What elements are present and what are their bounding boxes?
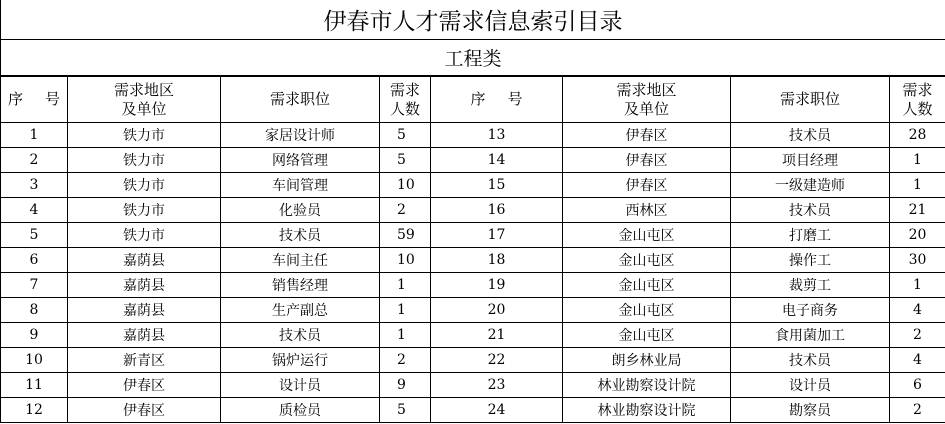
cell-count-left[interactable]: 5 — [380, 148, 431, 173]
cell-position-right[interactable]: 设计员 — [731, 373, 890, 398]
cell-seq-right[interactable]: 21 — [431, 323, 563, 348]
cell-position-left[interactable]: 锅炉运行 — [221, 348, 380, 373]
cell-seq-right[interactable]: 19 — [431, 273, 563, 298]
cell-location-left[interactable]: 铁力市 — [68, 173, 221, 198]
cell-count-right[interactable]: 21 — [890, 198, 945, 223]
cell-count-right[interactable]: 20 — [890, 223, 945, 248]
header-count-line1: 需求 — [389, 80, 420, 99]
header-location-right[interactable] — [563, 77, 731, 123]
table-row — [1, 398, 945, 423]
cell-location-left[interactable]: 铁力市 — [68, 198, 221, 223]
cell-count-left[interactable]: 10 — [380, 173, 431, 198]
cell-position-left[interactable]: 销售经理 — [221, 273, 380, 298]
table-body — [1, 123, 945, 423]
cell-location-left[interactable]: 嘉荫县 — [68, 323, 221, 348]
cell-position-left[interactable]: 生产副总 — [221, 298, 380, 323]
cell-location-right[interactable]: 伊春区 — [563, 173, 731, 198]
cell-location-right[interactable]: 林业勘察设计院 — [563, 398, 731, 423]
cell-seq-right[interactable]: 14 — [431, 148, 563, 173]
cell-count-right[interactable]: 4 — [890, 298, 945, 323]
cell-location-right[interactable]: 金山屯区 — [563, 248, 731, 273]
cell-location-right[interactable]: 金山屯区 — [563, 273, 731, 298]
table-row — [1, 298, 945, 323]
cell-count-right[interactable]: 1 — [890, 148, 945, 173]
cell-count-right[interactable]: 28 — [890, 123, 945, 148]
table-row — [1, 173, 945, 198]
cell-position-right[interactable]: 技术员 — [731, 348, 890, 373]
cell-seq-right[interactable]: 15 — [431, 173, 563, 198]
table-row — [1, 148, 945, 173]
header-location-line2: 及单位 — [623, 99, 669, 118]
cell-location-left[interactable]: 伊春区 — [68, 398, 221, 423]
cell-count-left[interactable]: 9 — [380, 373, 431, 398]
cell-seq-left[interactable]: 9 — [1, 323, 68, 348]
cell-position-left[interactable]: 网络管理 — [221, 148, 380, 173]
cell-seq-right[interactable]: 16 — [431, 198, 563, 223]
cell-location-right[interactable]: 朗乡林业局 — [563, 348, 731, 373]
cell-count-right[interactable]: 2 — [890, 323, 945, 348]
header-seq-char-b: 号 — [507, 90, 523, 108]
header-seq-char-a: 序 — [7, 90, 23, 108]
cell-count-left[interactable]: 1 — [380, 273, 431, 298]
header-seq-left[interactable] — [1, 77, 68, 123]
cell-location-right[interactable]: 伊春区 — [563, 123, 731, 148]
cell-seq-right[interactable]: 20 — [431, 298, 563, 323]
header-location-line1: 需求地区 — [616, 80, 677, 99]
header-count-right[interactable] — [890, 77, 945, 123]
cell-location-left[interactable]: 铁力市 — [68, 223, 221, 248]
table-row — [1, 198, 945, 223]
cell-position-right[interactable]: 技术员 — [731, 123, 890, 148]
cell-count-right[interactable]: 4 — [890, 348, 945, 373]
cell-position-left[interactable]: 设计员 — [221, 373, 380, 398]
header-row — [1, 77, 945, 123]
header-location-line2: 及单位 — [121, 99, 167, 118]
cell-position-right[interactable]: 勘察员 — [731, 398, 890, 423]
table-row — [1, 323, 945, 348]
cell-location-right[interactable]: 林业勘察设计院 — [563, 373, 731, 398]
cell-location-right[interactable]: 伊春区 — [563, 148, 731, 173]
cell-position-left[interactable]: 技术员 — [221, 323, 380, 348]
cell-position-right[interactable]: 食用菌加工 — [731, 323, 890, 348]
cell-seq-left[interactable]: 7 — [1, 273, 68, 298]
cell-position-right[interactable]: 打磨工 — [731, 223, 890, 248]
category-subtitle[interactable]: 工程类 — [0, 40, 945, 76]
header-seq-right[interactable] — [431, 77, 563, 123]
table-row — [1, 248, 945, 273]
cell-seq-right[interactable]: 22 — [431, 348, 563, 373]
header-location-line1: 需求地区 — [113, 80, 174, 99]
cell-seq-left[interactable]: 12 — [1, 398, 68, 423]
cell-location-right[interactable]: 金山屯区 — [563, 223, 731, 248]
cell-seq-right[interactable]: 23 — [431, 373, 563, 398]
cell-seq-left[interactable]: 8 — [1, 298, 68, 323]
cell-seq-left[interactable]: 4 — [1, 198, 68, 223]
cell-seq-right[interactable]: 24 — [431, 398, 563, 423]
cell-position-left[interactable]: 车间主任 — [221, 248, 380, 273]
cell-count-left[interactable]: 5 — [380, 398, 431, 423]
header-seq-char-b: 号 — [45, 90, 61, 108]
cell-location-left[interactable]: 嘉荫县 — [68, 298, 221, 323]
cell-seq-left[interactable]: 3 — [1, 173, 68, 198]
cell-location-left[interactable]: 嘉荫县 — [68, 273, 221, 298]
cell-position-left[interactable]: 车间管理 — [221, 173, 380, 198]
cell-count-left[interactable]: 2 — [380, 348, 431, 373]
cell-location-left[interactable]: 嘉荫县 — [68, 248, 221, 273]
header-position-left[interactable]: 需求职位 — [221, 77, 380, 123]
cell-position-right[interactable]: 项目经理 — [731, 148, 890, 173]
cell-seq-left[interactable]: 6 — [1, 248, 68, 273]
cell-count-right[interactable]: 30 — [890, 248, 945, 273]
table-row — [1, 273, 945, 298]
cell-seq-left[interactable]: 11 — [1, 373, 68, 398]
table-row — [1, 223, 945, 248]
header-count-left[interactable] — [380, 77, 431, 123]
cell-position-right[interactable]: 裁剪工 — [731, 273, 890, 298]
cell-count-right[interactable]: 1 — [890, 273, 945, 298]
header-count-line1: 需求 — [902, 80, 933, 99]
cell-count-right[interactable]: 1 — [890, 173, 945, 198]
table-row — [1, 348, 945, 373]
cell-position-right[interactable]: 技术员 — [731, 198, 890, 223]
cell-count-left[interactable]: 5 — [380, 123, 431, 148]
cell-seq-left[interactable]: 2 — [1, 148, 68, 173]
cell-location-left[interactable]: 新青区 — [68, 348, 221, 373]
cell-location-left[interactable]: 伊春区 — [68, 373, 221, 398]
cell-position-right[interactable]: 操作工 — [731, 248, 890, 273]
header-location-left[interactable] — [68, 77, 221, 123]
cell-count-left[interactable]: 1 — [380, 298, 431, 323]
cell-location-left[interactable]: 铁力市 — [68, 123, 221, 148]
cell-seq-left[interactable]: 10 — [1, 348, 68, 373]
cell-position-left[interactable]: 化验员 — [221, 198, 380, 223]
cell-seq-right[interactable]: 18 — [431, 248, 563, 273]
cell-position-left[interactable]: 质检员 — [221, 398, 380, 423]
talent-demand-table — [0, 76, 945, 423]
cell-seq-left[interactable]: 5 — [1, 223, 68, 248]
cell-position-left[interactable]: 家居设计师 — [221, 123, 380, 148]
cell-position-left[interactable]: 技术员 — [221, 223, 380, 248]
cell-seq-right[interactable]: 13 — [431, 123, 563, 148]
cell-position-right[interactable]: 电子商务 — [731, 298, 890, 323]
cell-location-right[interactable]: 西林区 — [563, 198, 731, 223]
cell-count-left[interactable]: 2 — [380, 198, 431, 223]
cell-count-left[interactable]: 59 — [380, 223, 431, 248]
cell-count-right[interactable]: 6 — [890, 373, 945, 398]
header-count-line2: 人数 — [902, 99, 933, 118]
table-row — [1, 373, 945, 398]
cell-count-left[interactable]: 1 — [380, 323, 431, 348]
cell-seq-left[interactable]: 1 — [1, 123, 68, 148]
document-title[interactable]: 伊春市人才需求信息索引目录 — [0, 0, 945, 40]
header-count-line2: 人数 — [389, 99, 420, 118]
cell-seq-right[interactable]: 17 — [431, 223, 563, 248]
cell-count-left[interactable]: 10 — [380, 248, 431, 273]
table-row — [1, 123, 945, 148]
cell-position-right[interactable]: 一级建造师 — [731, 173, 890, 198]
header-seq-char-a: 序 — [470, 90, 486, 108]
cell-location-right[interactable]: 金山屯区 — [563, 298, 731, 323]
cell-count-right[interactable]: 2 — [890, 398, 945, 423]
cell-location-right[interactable]: 金山屯区 — [563, 323, 731, 348]
header-position-right[interactable]: 需求职位 — [731, 77, 890, 123]
cell-location-left[interactable]: 铁力市 — [68, 148, 221, 173]
